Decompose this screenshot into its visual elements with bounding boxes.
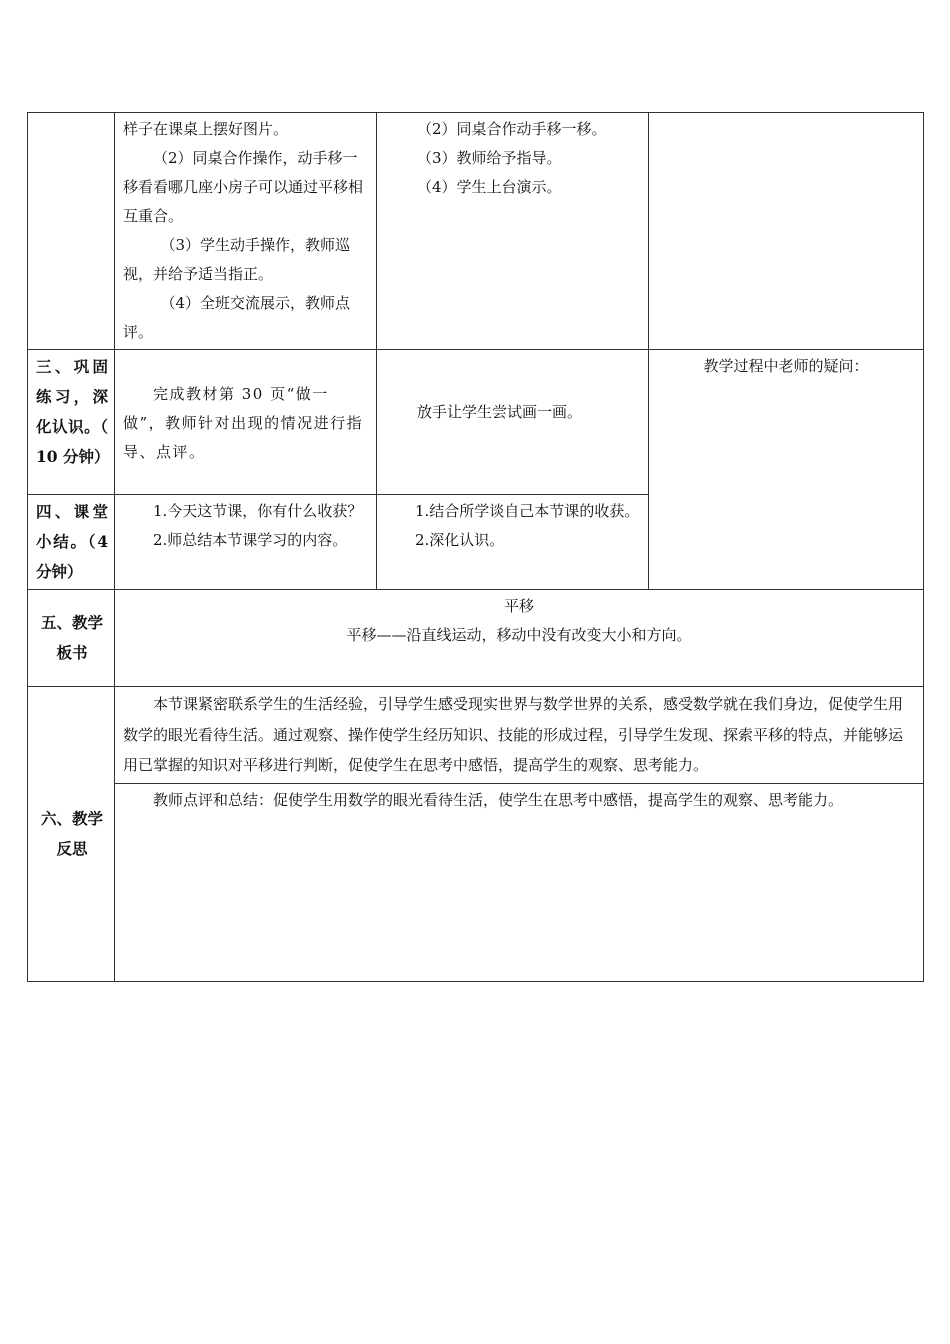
activity-text: 完成教材第 30 页“做一做”，教师针对出现的情况进行指导、点评。 [123, 385, 364, 461]
lesson-plan-table [27, 112, 924, 982]
comment-cell [115, 783, 924, 981]
lesson-plan-page [27, 112, 923, 982]
table-row-continued [28, 113, 924, 350]
intent-line: 2.深化认识。 [415, 531, 505, 549]
row-label: 三、巩固练习，深化认识。（ 10 分钟） [28, 350, 115, 495]
row-label: 六、教学反思 [28, 687, 115, 982]
board-content: 平移——沿直线运动，移动中没有改变大小和方向。 [346, 626, 692, 644]
table-row-board [28, 590, 924, 687]
row-label: 五、教学板书 [28, 590, 115, 687]
activity-line: （4）全班交流展示，教师点评。 [123, 294, 351, 341]
reflection-cell [115, 687, 924, 784]
table-row-reflection [28, 687, 924, 784]
activity-line: 样子在课桌上摆好图片。 [123, 120, 289, 138]
intent-line: （2）同桌合作动手移一移。 [417, 120, 607, 138]
board-cell [115, 590, 924, 687]
activity-cell [115, 350, 377, 495]
intent-cell [377, 350, 649, 495]
intent-cell [377, 495, 649, 590]
activity-line: 2.师总结本节课学习的内容。 [153, 531, 348, 549]
activity-line: （2）同桌合作操作，动手移一移看看哪几座小房子可以通过平移相互重合。 [123, 149, 364, 225]
intent-line: 1.结合所学谈自己本节课的收获。 [415, 502, 640, 520]
row-label: 四、课堂小结。（4 分钟） [28, 495, 115, 590]
board-title: 平移 [503, 597, 534, 615]
intent-text: 放手让学生尝试画一画。 [417, 403, 583, 421]
label-cell-empty [28, 113, 115, 350]
comment-text: 教师点评和总结：促使学生用数学的眼光看待生活，使学生在思考中感悟，提高学生的观察、思考能力。 [153, 790, 844, 809]
reflection-text: 本节课紧密联系学生的生活经验，引导学生感受现实世界与数学世界的关系，感受数学就在我们身边，促使学生用数学的眼光看待生活。通过观察、操作使学生经历知识、技能的形成过程，引导学生发现、探索平移的特点，并能够运用已掌握的知识对平移进行判断，促使学生在思考中感悟，提高学生的观察、思考能力。 [123, 695, 904, 774]
table-row-consolidation [28, 350, 924, 495]
table-row-summary-comment [28, 783, 924, 981]
intent-line: （4）学生上台演示。 [417, 178, 562, 196]
intent-cell [377, 113, 649, 350]
activity-line: （3）学生动手操作，教师巡视，并给予适当指正。 [123, 236, 351, 283]
teacher-question-cell [649, 350, 924, 590]
note-cell-empty [649, 113, 924, 350]
activity-cell [115, 113, 377, 350]
activity-line: 1.今天这节课，你有什么收获？ [153, 502, 363, 520]
intent-line: （3）教师给予指导。 [417, 149, 562, 167]
teacher-question-label: 教学过程中老师的疑问： [703, 357, 869, 375]
activity-cell [115, 495, 377, 590]
